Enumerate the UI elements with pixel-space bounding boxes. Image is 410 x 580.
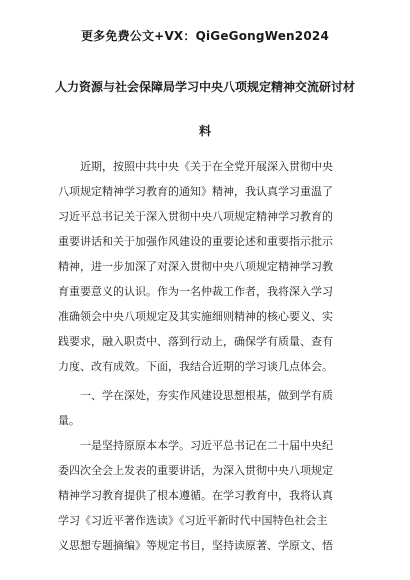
watermark-header: 更多免费公文+VX：QiGeGongWen2024 (80, 29, 329, 43)
section-heading-line: 量。 (58, 414, 80, 427)
paragraph-1-line: 准确领会中央八项规定及其实施细则精神的核心要义、实 (58, 310, 333, 323)
paragraph-1-line: 习近平总书记关于深入贯彻中央八项规定精神学习教育的 (58, 210, 333, 223)
paragraph-1 (58, 154, 354, 379)
paragraph-1-line: 践要求，融入职责中、落到行动上，确保学有质量、查有 (58, 335, 333, 348)
paragraph-2-line: 一是坚持原原本本学。习近平总书记在二十届中央纪 (80, 439, 333, 452)
paragraph-1-line: 八项规定精神学习教育的通知》精神，我认真学习重温了 (58, 185, 333, 198)
paragraph-2-line: 精神学习教育提供了根本遵循。在学习教育中，我将认真 (58, 489, 333, 502)
document-title-line-2: 料 (198, 124, 211, 138)
paragraph-1-line: 精神，进一步加深了对深入贯彻中央八项规定精神学习教 (58, 260, 333, 273)
paragraph-1-line: 近期，按照中共中央《关于在全党开展深入贯彻中央 (80, 160, 333, 173)
paragraph-1-line: 育重要意义的认识。作为一名仲裁工作者，我将深入学习 (58, 285, 333, 298)
paragraph-2-line: 义思想专题摘编》等规定书目，坚持读原著、学原文、悟 (58, 539, 333, 552)
paragraph-2-line: 学习《习近平著作选读》《习近平新时代中国特色社会主 (58, 514, 328, 527)
document-title-line-1: 人力资源与社会保障局学习中央八项规定精神交流研讨材 (54, 80, 355, 94)
paragraph-1-line: 重要讲话和关于加强作风建设的重要论述和重要指示批示 (58, 235, 333, 248)
paragraph-2 (58, 433, 354, 558)
paragraph-1-line: 力度、改有成效。下面，我结合近期的学习谈几点体会。 (58, 360, 333, 373)
paragraph-2-line: 委四次全会上发表的重要讲话，为深入贯彻中央八项规定 (58, 464, 333, 477)
section-heading-line: 一、学在深处，夯实作风建设思想根基，做到学有质 (80, 389, 333, 402)
section-heading-1 (58, 383, 354, 433)
